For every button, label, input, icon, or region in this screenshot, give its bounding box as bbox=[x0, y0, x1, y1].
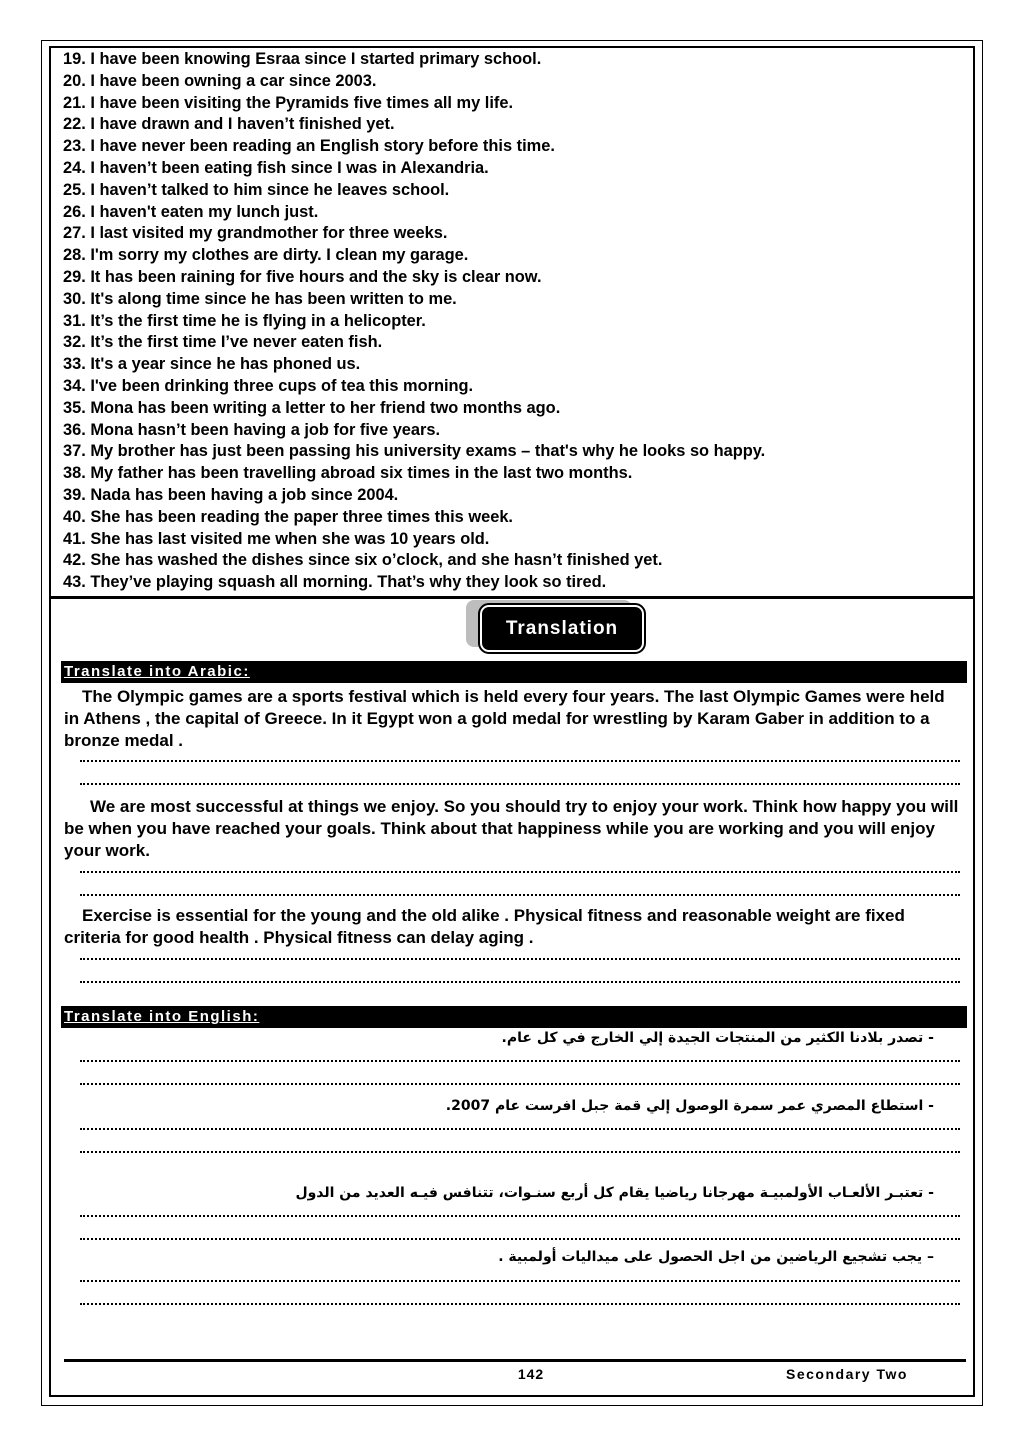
list-item: 35. Mona has been writing a letter to her friend two months ago. bbox=[63, 398, 561, 417]
list-item: 43. They’ve playing squash all morning. That’s why they look so tired. bbox=[63, 573, 607, 592]
passage-3: Exercise is essential for the young and the old alike . Physical fitness and reasonable weight are fixed criteria for good health . Physical fitness can delay aging . bbox=[64, 906, 905, 947]
list-item: 37. My brother has just been passing his university exams – that's why he looks so happy. bbox=[63, 442, 766, 461]
arabic-sentence-1: - تصدر بلادنا الكثير من المنتجات الجيدة إلي الخارج في كل عام. bbox=[501, 1030, 934, 1046]
list-item: 26. I haven't eaten my lunch just. bbox=[63, 202, 319, 221]
translate-arabic-heading-label: Translate into Arabic: bbox=[64, 663, 250, 680]
arabic-sentence-3: - تعتبـر الألعـاب الأولمبيـة مهرجانا رياضيا يقام كل أربع سنـوات، تتنافس فيـه العديد من الدول bbox=[295, 1185, 934, 1201]
answer-line bbox=[80, 1128, 960, 1130]
section-title: Translation bbox=[480, 605, 644, 652]
passage-2: We are most successful at things we enjoy. So you should try to enjoy your work. Think how happy you will be when you have reached your goals. Think about that happiness while you are working and you will enjoy your work. bbox=[64, 797, 959, 860]
list-item: 27. I last visited my grandmother for three weeks. bbox=[63, 224, 448, 243]
section-divider bbox=[49, 596, 975, 599]
list-item: 41. She has last visited me when she was 10 years old. bbox=[63, 529, 490, 548]
translate-english-heading-label: Translate into English: bbox=[64, 1008, 260, 1025]
answer-line bbox=[80, 1215, 960, 1217]
list-item: 25. I haven’t talked to him since he leaves school. bbox=[63, 180, 450, 199]
list-item: 42. She has washed the dishes since six o’clock, and she hasn’t finished yet. bbox=[63, 551, 663, 570]
list-item: 32. It’s the first time I’ve never eaten fish. bbox=[63, 333, 383, 352]
grade-label: Secondary Two bbox=[786, 1366, 908, 1382]
arabic-sentence-4: – يجب تشجيع الرياضين من اجل الحصول على ميداليات أولمبية . bbox=[498, 1249, 934, 1265]
page-number: 142 bbox=[517, 1366, 545, 1382]
list-item: 23. I have never been reading an English story before this time. bbox=[63, 137, 555, 156]
list-item: 21. I have been visiting the Pyramids five times all my life. bbox=[63, 93, 514, 112]
list-item: 22. I have drawn and I haven’t finished yet. bbox=[63, 115, 395, 134]
error-sentence-list bbox=[63, 49, 963, 594]
list-item: 33. It's a year since he has phoned us. bbox=[63, 355, 361, 374]
list-item: 34. I've been drinking three cups of tea this morning. bbox=[63, 376, 474, 395]
list-item: 29. It has been raining for five hours and the sky is clear now. bbox=[63, 267, 542, 286]
answer-line bbox=[80, 1083, 960, 1085]
list-item: 39. Nada has been having a job since 2004. bbox=[63, 485, 399, 504]
list-item: 36. Mona hasn’t been having a job for five years. bbox=[63, 420, 441, 439]
list-item: 20. I have been owning a car since 2003. bbox=[63, 71, 377, 90]
footer-divider bbox=[64, 1359, 966, 1362]
answer-line bbox=[80, 1151, 960, 1153]
list-item: 40. She has been reading the paper three times this week. bbox=[63, 507, 513, 526]
translate-english-heading bbox=[61, 1006, 967, 1028]
answer-line bbox=[80, 1238, 960, 1240]
answer-line bbox=[80, 1280, 960, 1282]
answer-line bbox=[80, 981, 960, 983]
translate-arabic-heading bbox=[61, 661, 967, 683]
arabic-sentence-2: - استطاع المصري عمر سمرة الوصول إلي قمة جبل افرست عام 2007. bbox=[445, 1098, 934, 1114]
list-item: 19. I have been knowing Esraa since I started primary school. bbox=[63, 50, 542, 68]
list-item: 28. I'm sorry my clothes are dirty. I clean my garage. bbox=[63, 246, 469, 265]
answer-line bbox=[80, 894, 960, 896]
answer-line bbox=[80, 958, 960, 960]
answer-line bbox=[80, 1060, 960, 1062]
answer-line bbox=[80, 760, 960, 762]
answer-line bbox=[80, 783, 960, 785]
list-item: 30. It's along time since he has been written to me. bbox=[63, 289, 457, 308]
passage-1: The Olympic games are a sports festival which is held every four years. The last Olympic Games were held in Athens , the capital of Greece. In it Egypt won a gold medal for wrestling by Karam Gaber in addition to a bronze medal . bbox=[64, 687, 945, 750]
answer-line bbox=[80, 1303, 960, 1305]
list-item: 24. I haven’t been eating fish since I was in Alexandria. bbox=[63, 158, 489, 177]
answer-line bbox=[80, 871, 960, 873]
list-item: 38. My father has been travelling abroad six times in the last two months. bbox=[63, 464, 633, 483]
list-item: 31. It’s the first time he is flying in a helicopter. bbox=[63, 311, 426, 330]
